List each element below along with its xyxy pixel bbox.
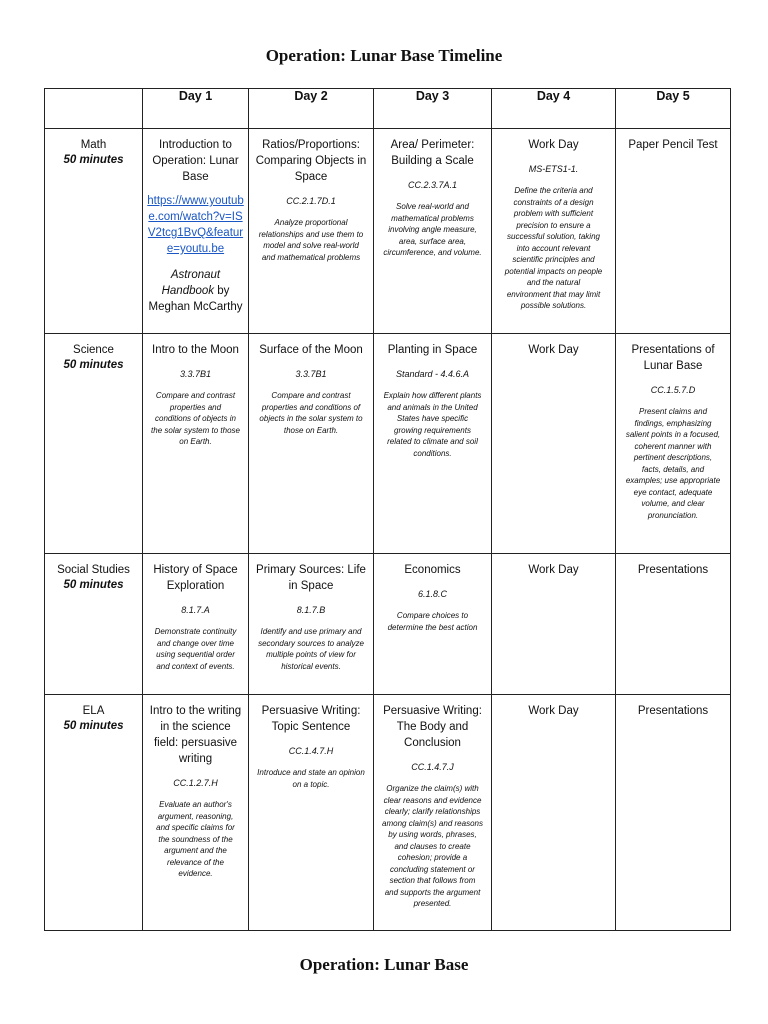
header-day-2: Day 2 — [249, 89, 374, 129]
standard-description: Evaluate an author's argument, reasoning, and specific claims for the soundness of the argument and the relevance of the evidence. — [156, 800, 235, 878]
cell-science-day-2 — [249, 334, 374, 554]
cell-math-day-4 — [492, 129, 616, 334]
header-corner — [45, 89, 143, 129]
standard-code: CC.2.3.7A.1 — [407, 180, 458, 190]
cell-social-day-3 — [374, 554, 492, 695]
lesson-title: Work Day — [528, 344, 579, 356]
minutes-label: 50 minutes — [63, 359, 124, 371]
cell-ela-day-1 — [143, 695, 249, 931]
cell-math-day-5 — [616, 129, 731, 334]
lesson-title: Work Day — [528, 139, 579, 151]
book-reference — [147, 267, 244, 315]
standard-description: Explain how different plants and animals in the United States have specific growing requirements related to climate and soil conditions. — [383, 391, 482, 458]
standard-code: 8.1.7.A — [181, 605, 210, 615]
cell-ela-day-3 — [374, 695, 492, 931]
cell-social-day-5 — [616, 554, 731, 695]
subject-cell-ela — [45, 695, 143, 931]
subject-label: ELA — [82, 705, 105, 717]
cell-social-day-4 — [492, 554, 616, 695]
cell-math-day-3 — [374, 129, 492, 334]
lesson-title: Introduction to Operation: Lunar Base — [152, 139, 239, 183]
header-day-1: Day 1 — [143, 89, 249, 129]
standard-code: 8.1.7.B — [296, 605, 326, 615]
cell-math-day-2 — [249, 129, 374, 334]
subject-cell-math — [45, 129, 143, 334]
table-row-math — [45, 129, 731, 334]
header-day-3: Day 3 — [374, 89, 492, 129]
subject-label: Math — [80, 139, 107, 151]
book-author: by Meghan McCarthy — [148, 285, 243, 313]
lesson-title: Work Day — [528, 705, 579, 717]
standard-code: CC.1.4.7.J — [411, 762, 454, 772]
cell-math-day-1 — [143, 129, 249, 334]
standard-description: Solve real-world and mathematical problems involving angle measure, area, surface area, circumference, and volume. — [383, 202, 482, 257]
standard-code: CC.1.2.7.H — [173, 778, 218, 788]
standard-code: CC.1.5.7.D — [650, 385, 696, 395]
table-row-social-studies — [45, 554, 731, 695]
standard-description: Identify and use primary and secondary sources to analyze multiple points of view for historical events. — [258, 627, 364, 671]
lesson-title: Surface of the Moon — [259, 344, 363, 356]
standard-description: Present claims and findings, emphasizing salient points in a focused, coherent manner with pertinent descriptions, facts, details, and examples; use appropriate eye contact, adequate volume, and clear pronunciation. — [625, 407, 721, 520]
standard-code: 6.1.8.C — [417, 589, 448, 599]
cell-science-day-3 — [374, 334, 492, 554]
standard-code: 3.3.7B1 — [179, 369, 212, 379]
standard-code: Standard - 4.4.6.A — [395, 369, 470, 379]
cell-science-day-1 — [143, 334, 249, 554]
minutes-label: 50 minutes — [63, 154, 124, 166]
lesson-title: Presentations — [637, 564, 709, 576]
standard-description: Define the criteria and constraints of a design problem with sufficient precision to ensure a successful solution, taking into account relevant scientific principles and potential impacts on people and the natural environment that may limit possible solutions. — [504, 186, 603, 310]
subject-label: Science — [73, 344, 114, 356]
timeline-table — [44, 88, 731, 931]
standard-description: Compare choices to determine the best action — [387, 611, 478, 632]
lesson-title: Planting in Space — [387, 344, 478, 356]
lesson-title: Intro to the Moon — [152, 344, 239, 356]
cell-ela-day-2 — [249, 695, 374, 931]
standard-code: 3.3.7B1 — [295, 369, 327, 379]
lesson-title: Primary Sources: Life in Space — [256, 564, 366, 592]
document-footer-title: Operation: Lunar Base — [299, 955, 469, 974]
lesson-title: Work Day — [528, 564, 579, 576]
standard-description: Organize the claim(s) with clear reasons and evidence clearly; clarify relationships among claim(s) and reasons by using words, phrases, and clauses to create cohesion; provide a concluding statement or section that follows from and supports the argument presented. — [382, 784, 483, 908]
header-day-4: Day 4 — [492, 89, 616, 129]
lesson-title: Intro to the writing in the science field: persuasive writing — [149, 705, 242, 765]
cell-ela-day-5 — [616, 695, 731, 931]
lesson-title: History of Space Exploration — [153, 564, 238, 592]
standard-code: CC.2.1.7D.1 — [286, 196, 336, 206]
lesson-title: Economics — [404, 564, 461, 576]
lesson-title: Persuasive Writing: The Body and Conclusion — [383, 705, 482, 749]
document-title: Operation: Lunar Base Timeline — [265, 46, 503, 65]
header-row — [45, 89, 731, 129]
standard-description: Introduce and state an opinion on a topic. — [257, 768, 365, 789]
cell-science-day-4 — [492, 334, 616, 554]
standard-description: Compare and contrast properties and conditions of objects in the solar system to those on Earth. — [259, 391, 363, 435]
standard-description: Compare and contrast properties and conditions of objects in the solar system to those on Earth. — [151, 391, 240, 446]
cell-social-day-1 — [143, 554, 249, 695]
subject-label: Social Studies — [57, 564, 130, 576]
cell-science-day-5 — [616, 334, 731, 554]
cell-social-day-2 — [249, 554, 374, 695]
subject-cell-social-studies — [45, 554, 143, 695]
lesson-title: Paper Pencil Test — [628, 139, 718, 151]
lesson-title: Presentations of Lunar Base — [631, 344, 715, 372]
header-day-5: Day 5 — [616, 89, 731, 129]
standard-description: Analyze proportional relationships and use them to model and solve real-world and mathematical problems — [258, 218, 364, 262]
book-title: Astronaut Handbook — [161, 269, 221, 297]
table-row-science — [45, 334, 731, 554]
minutes-label: 50 minutes — [63, 720, 124, 732]
lesson-title: Ratios/Proportions: Comparing Objects in Space — [255, 139, 367, 183]
lesson-title: Presentations — [637, 705, 709, 717]
table-row-ela — [45, 695, 731, 931]
lesson-title: Area/ Perimeter: Building a Scale — [390, 139, 475, 167]
minutes-label: 50 minutes — [63, 579, 124, 591]
video-link[interactable]: https://www.youtube.com/watch?v=ISV2tcg1BvQ&feature=youtu.be — [147, 195, 244, 255]
subject-cell-science — [45, 334, 143, 554]
standard-description: Demonstrate continuity and change over time using sequential order and context of events. — [154, 627, 237, 671]
standard-code: CC.1.4.7.H — [288, 746, 334, 756]
lesson-title: Persuasive Writing: Topic Sentence — [261, 705, 361, 733]
standard-code: MS-ETS1-1. — [528, 164, 579, 174]
cell-ela-day-4 — [492, 695, 616, 931]
